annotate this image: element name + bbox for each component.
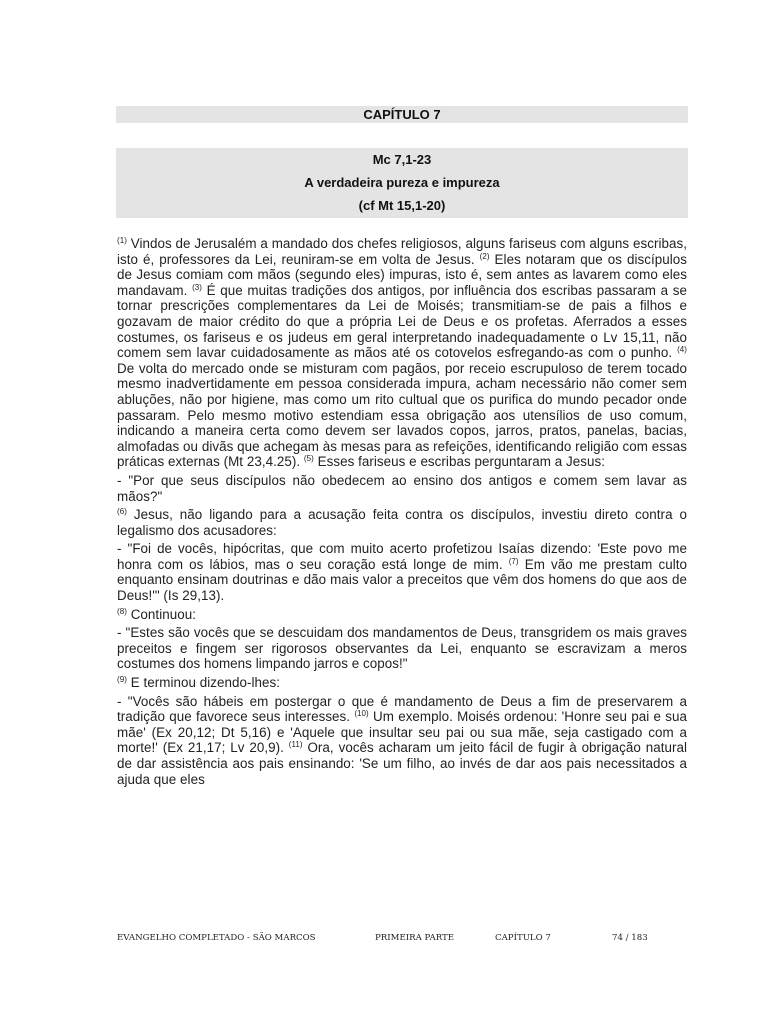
verse-number: (3): [192, 282, 202, 292]
section-title: A verdadeira pureza e impureza: [304, 175, 500, 190]
chapter-title-band: [116, 106, 688, 123]
paragraph: [117, 507, 687, 538]
footer-chapter: CAPÍTULO 7: [495, 933, 551, 943]
verse-text: Continuou:: [126, 606, 196, 622]
verse-number: (4): [677, 345, 687, 355]
verse-text: É que muitas tradições dos antigos, por influência dos escribas passaram a se tornar prescrições complementares da Lei de Moisés; transmitiam-se de pais a filhos e gozavam de maior crédito do que a própria Lei de Deus e os profetas. Aferrados a esses costumes, os fariseus e os judeus em geral interpretando inadequadamente o Lv 15,11, não comem sem lavar cuidadosamente as mãos até os cotovelos esfregando-as com o punho.: [117, 282, 687, 361]
section-heading-band: [116, 148, 688, 218]
verse-number: (8): [117, 606, 127, 616]
cross-reference: (cf Mt 15,1-20): [358, 198, 446, 213]
verse-text: Eles notaram que os discípulos de Jesus comiam com mãos (segundo eles) impuras, isto é, sem antes as lavarem como eles mandavam.: [117, 251, 687, 298]
body-text: [117, 236, 687, 790]
verse-number: (10): [354, 709, 369, 719]
page-footer: [117, 933, 677, 947]
verse-text: - "Estes são vocês que se descuidam dos mandamentos de Deus, transgridem os mais graves preceitos e fingem ser rigorosos observantes da Lei, enquanto se escravizam a meros costumes dos homens limpando jarros e copos!": [117, 625, 687, 672]
verse-text: Vindos de Jerusalém a mandado dos chefes religiosos, alguns fariseus com alguns escribas, isto é, professores da Lei, reuniram-se em volta de Jesus.: [117, 236, 687, 267]
verse-text: Ora, vocês acharam um jeito fácil de fugir à obrigação natural de dar assistência aos pais ensinando: 'Se um filho, ao invés de dar aos pais necessitados a ajuda que eles: [117, 740, 687, 787]
verse-text: E terminou dizendo-lhes:: [126, 675, 281, 691]
verse-text: Jesus, não ligando para a acusação feita contra os discípulos, investiu direto contra o legalismo dos acusadores:: [117, 507, 687, 538]
verse-text: - "Vocês são hábeis em postergar o que é mandamento de Deus a fim de preservarem a tradição que favorece seus interesses.: [117, 693, 687, 725]
verse-number: (6): [117, 507, 127, 517]
verse-text: - "Por que seus discípulos não obedecem ao ensino dos antigos e comem sem lavar as mãos?": [117, 472, 687, 504]
passage-reference: Mc 7,1-23: [372, 152, 432, 167]
verse-number: (1): [117, 236, 127, 245]
paragraph: [117, 541, 687, 603]
verse-text: Um exemplo. Moisés ordenou: 'Honre seu pai e sua mãe' (Ex 20,12; Dt 5,16) e 'Aquele que insultar seu pai ou sua mãe, seja castigado com a morte!' (Ex 21,17; Lv 20,9).: [117, 709, 687, 756]
verse-text: De volta do mercado onde se misturam com pagãos, por receio escrupuloso de terem tocado mesmo inadvertidamente em pessoa considerada impura, acham necessário não comer sem abluções, não por higiene, mas como um rito cultual que os purifica do mundo pecador onde passaram. Pelo mesmo motivo estendiam essa obrigação aos utensílios de uso comum, indicando a maneira certa como devem ser lavados copos, jarros, pratos, panelas, bacias, almofadas ou divãs que achegam às mesas para as refeições, identificando religião com essas práticas externas (Mt 23,4.25).: [117, 360, 687, 470]
paragraph: [117, 694, 687, 788]
verse-number: (9): [117, 675, 127, 685]
footer-page-number: 74 / 183: [612, 933, 648, 943]
verse-number: (5): [303, 454, 314, 464]
paragraph: [117, 236, 687, 470]
verse-number: (7): [508, 556, 519, 566]
footer-part: PRIMEIRA PARTE: [375, 933, 455, 943]
paragraph: [117, 675, 687, 691]
verse-text: Em vão me prestam culto enquanto ensinam doutrinas e dão mais valor a preceitos que vêm dos homens do que aos de Deus!'" (Is 29,13).: [117, 556, 687, 604]
verse-text: Esses fariseus e escribas perguntaram a Jesus:: [313, 454, 605, 470]
verse-number: (11): [288, 740, 303, 750]
footer-book-title: EVANGELHO COMPLETADO - SÃO MARCOS: [117, 933, 316, 943]
paragraph: [117, 625, 687, 672]
verse-text: - "Foi de vocês, hipócritas, que com muito acerto profetizou Isaías dizendo: 'Este povo me honra com os lábios, mas o seu coração está longe de mim.: [117, 541, 687, 572]
verse-number: (2): [479, 251, 490, 261]
paragraph: [117, 607, 687, 623]
chapter-title: CAPÍTULO 7: [363, 107, 441, 122]
paragraph: [117, 473, 687, 504]
